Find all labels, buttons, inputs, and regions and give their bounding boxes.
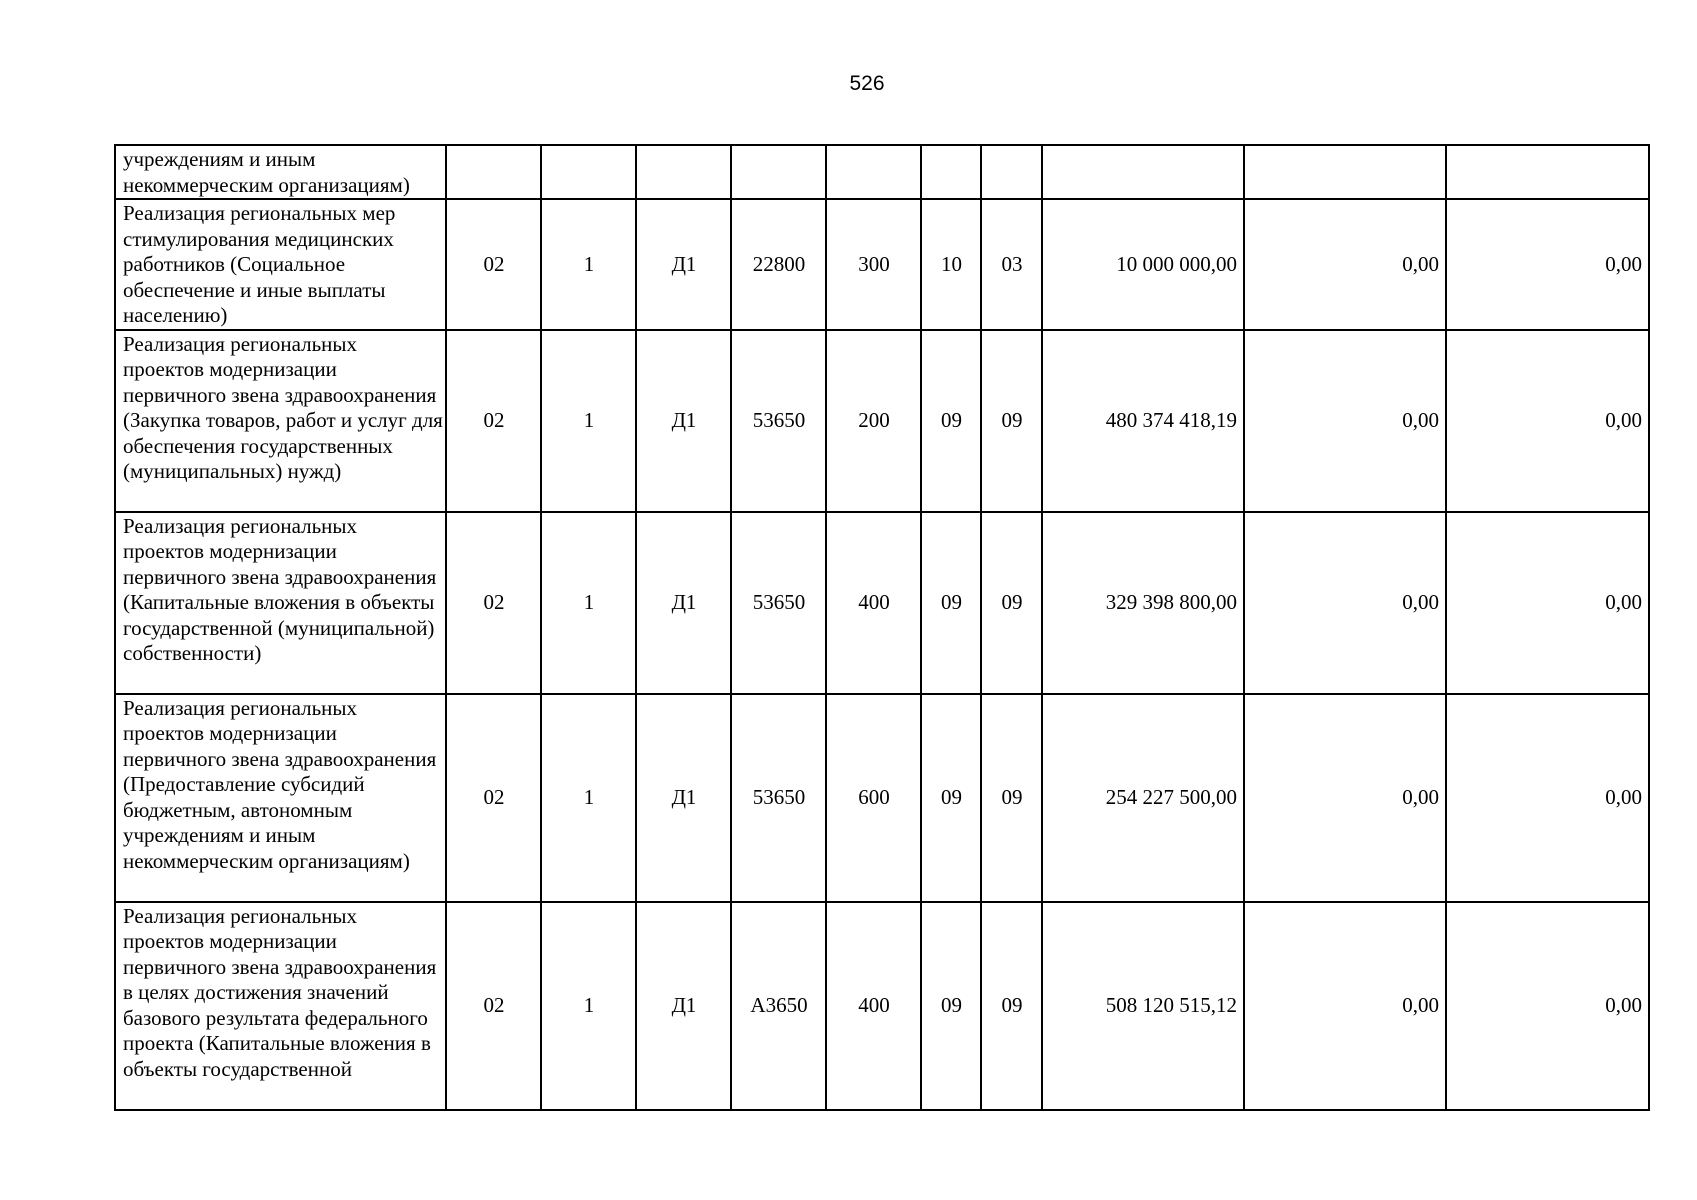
subsection-code: 09 (981, 902, 1042, 1110)
subsection-code: 03 (981, 199, 1042, 330)
amount-year-1: 480 374 418,19 (1042, 330, 1244, 512)
amount-year-1: 508 120 515,12 (1042, 902, 1244, 1110)
subprogram-code: 1 (541, 199, 636, 330)
amount-year-2: 0,00 (1244, 902, 1446, 1110)
expense-type-code: 200 (826, 330, 921, 512)
amount-year-1: 329 398 800,00 (1042, 512, 1244, 694)
amount-year-1: 10 000 000,00 (1042, 199, 1244, 330)
table-row (115, 902, 1649, 1110)
amount-year-1 (1042, 145, 1244, 199)
amount-year-2: 0,00 (1244, 330, 1446, 512)
row-description: учреждениям и иным некоммерческим организациям) (115, 145, 446, 199)
table-row (115, 330, 1649, 512)
subprogram-code: 1 (541, 330, 636, 512)
row-description: Реализация региональных мер стимулирования медицинских работников (Социальное обеспечение и иные выплаты населению) (115, 199, 446, 330)
section-code (921, 145, 981, 199)
table-row (115, 694, 1649, 902)
amount-year-3: 0,00 (1446, 902, 1649, 1110)
program-code: 02 (446, 512, 541, 694)
section-code: 09 (921, 902, 981, 1110)
table-row (115, 512, 1649, 694)
amount-year-3: 0,00 (1446, 330, 1649, 512)
amount-year-3: 0,00 (1446, 199, 1649, 330)
subsection-code: 09 (981, 694, 1042, 902)
section-code: 09 (921, 694, 981, 902)
subprogram-code: 1 (541, 902, 636, 1110)
section-code: 10 (921, 199, 981, 330)
expense-type-code: 600 (826, 694, 921, 902)
program-code: 02 (446, 694, 541, 902)
expense-type-code (826, 145, 921, 199)
subsection-code: 09 (981, 512, 1042, 694)
amount-year-3: 0,00 (1446, 512, 1649, 694)
amount-year-3 (1446, 145, 1649, 199)
row-description: Реализация региональных проектов модернизации первичного звена здравоохранения (Предоставление субсидий бюджетным, автономным учреждениям и иным некоммерческим организациям) (115, 694, 446, 902)
expense-type-code: 400 (826, 902, 921, 1110)
project-code: Д1 (636, 199, 731, 330)
program-code: 02 (446, 199, 541, 330)
project-code: Д1 (636, 694, 731, 902)
row-description: Реализация региональных проектов модернизации первичного звена здравоохранения в целях достижения значений базового результата федерального проекта (Капитальные вложения в объекты государственной (115, 902, 446, 1110)
budget-table (114, 144, 1650, 1111)
subsection-code: 09 (981, 330, 1042, 512)
table-row (115, 145, 1649, 199)
subprogram-code: 1 (541, 694, 636, 902)
amount-year-2: 0,00 (1244, 694, 1446, 902)
program-code: 02 (446, 902, 541, 1110)
project-code: Д1 (636, 512, 731, 694)
section-code: 09 (921, 512, 981, 694)
amount-year-1: 254 227 500,00 (1042, 694, 1244, 902)
project-code: Д1 (636, 902, 731, 1110)
amount-year-2 (1244, 145, 1446, 199)
expense-type-code: 400 (826, 512, 921, 694)
project-code (636, 145, 731, 199)
direction-code: 22800 (731, 199, 826, 330)
subsection-code (981, 145, 1042, 199)
table-row (115, 199, 1649, 330)
direction-code: А3650 (731, 902, 826, 1110)
amount-year-3: 0,00 (1446, 694, 1649, 902)
subprogram-code (541, 145, 636, 199)
page-number: 526 (849, 72, 885, 95)
subprogram-code: 1 (541, 512, 636, 694)
amount-year-2: 0,00 (1244, 512, 1446, 694)
direction-code: 53650 (731, 330, 826, 512)
project-code: Д1 (636, 330, 731, 512)
program-code (446, 145, 541, 199)
direction-code: 53650 (731, 694, 826, 902)
direction-code (731, 145, 826, 199)
row-description: Реализация региональных проектов модернизации первичного звена здравоохранения (Капитальные вложения в объекты государственной (муниципальной) собственности) (115, 512, 446, 694)
expense-type-code: 300 (826, 199, 921, 330)
program-code: 02 (446, 330, 541, 512)
direction-code: 53650 (731, 512, 826, 694)
section-code: 09 (921, 330, 981, 512)
row-description: Реализация региональных проектов модернизации первичного звена здравоохранения (Закупка товаров, работ и услуг для обеспечения государственных (муниципальных) нужд) (115, 330, 446, 512)
amount-year-2: 0,00 (1244, 199, 1446, 330)
